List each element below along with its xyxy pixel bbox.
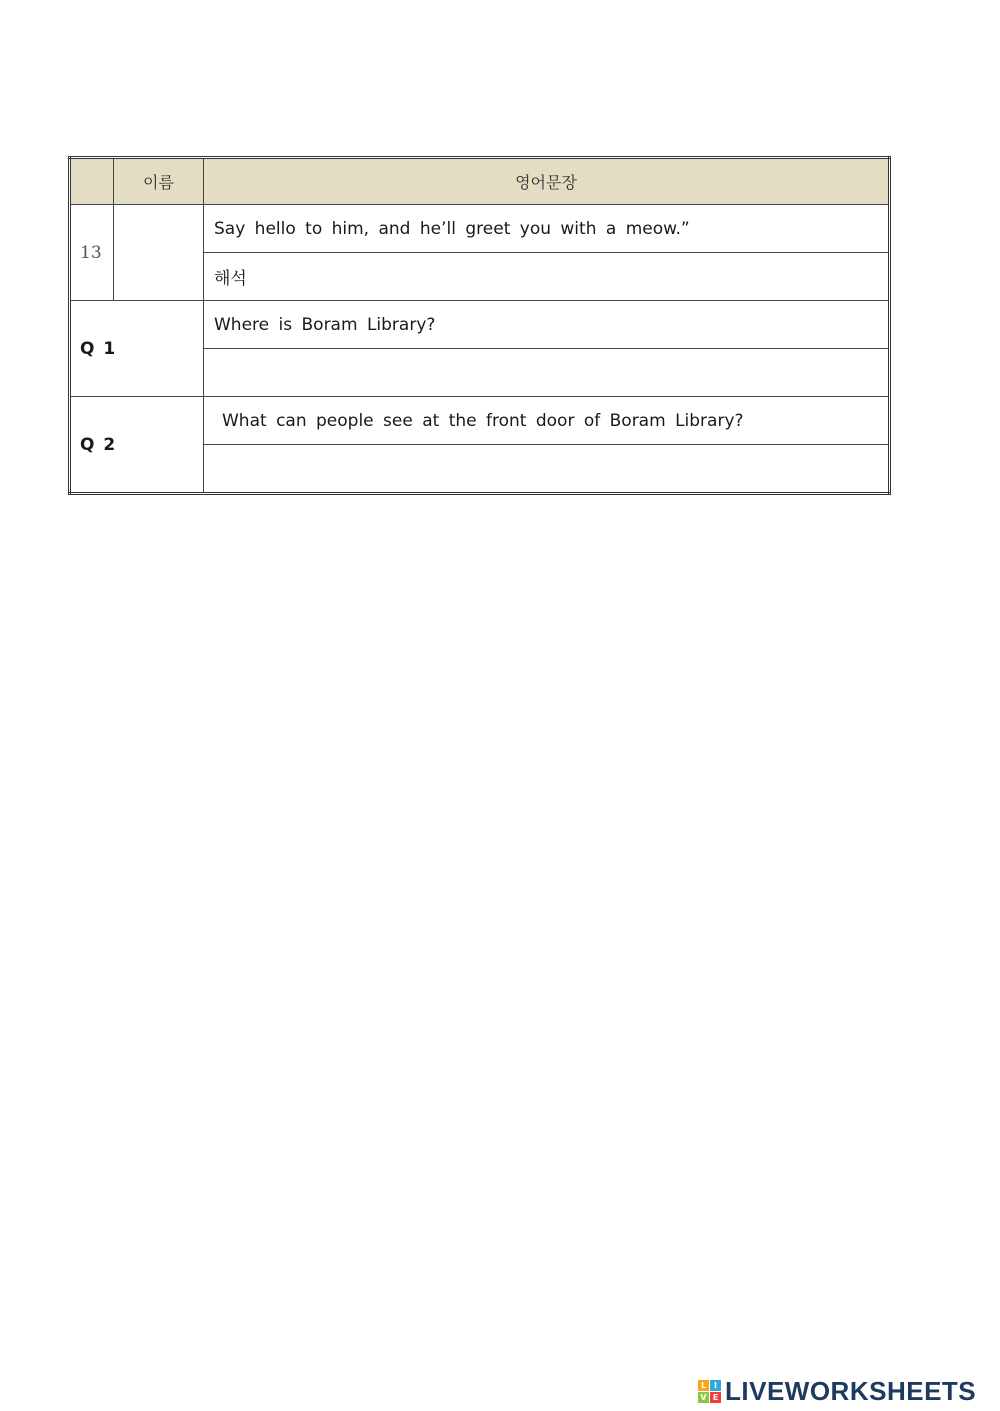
question-1-row (70, 301, 890, 349)
item-row (70, 205, 890, 253)
item-name-cell[interactable] (114, 205, 204, 301)
header-row (70, 158, 890, 205)
worksheet-table (68, 156, 891, 495)
header-sentence: 영어문장 (204, 158, 890, 205)
header-number-cell (70, 158, 114, 205)
question-2-label: Q 2 (70, 397, 204, 494)
translation-label: 해석 (204, 253, 890, 301)
item-number: 13 (70, 205, 114, 301)
question-2-row (70, 397, 890, 445)
logo-brand-text: LIVEWORKSHEETS (725, 1375, 977, 1406)
question-1-label: Q 1 (70, 301, 204, 397)
question-1-text: Where is Boram Library? (204, 301, 890, 349)
header-name: 이름 (114, 158, 204, 205)
question-2-answer-field[interactable] (204, 445, 890, 494)
item-sentence: Say hello to him, and he’ll greet you with a meow.” (204, 205, 890, 253)
question-1-answer-field[interactable] (204, 349, 890, 397)
question-2-text: What can people see at the front door of Boram Library? (204, 397, 890, 445)
liveworksheets-logo (698, 1376, 976, 1406)
logo-blocks-icon: L I V E (698, 1380, 721, 1403)
